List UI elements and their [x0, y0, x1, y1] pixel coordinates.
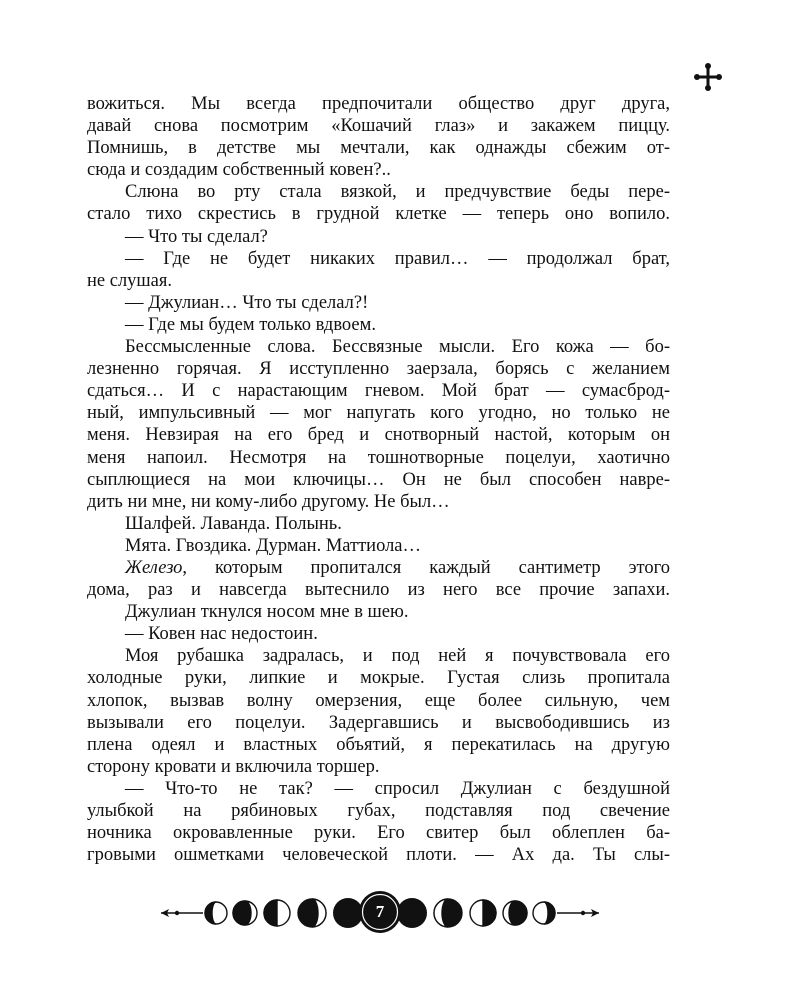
text-line: Мята. Гвоздика. Дурман. Маттиола… [125, 535, 422, 556]
text-line: меня напоил. Несмотря на тошнотворные поцелуи, хаотично [87, 447, 670, 468]
moon-left-1 [205, 902, 227, 924]
text-line: гровыми ошметками человеческой плоти. — Ах да. Ты слы- [87, 845, 670, 866]
text-line: ный, импульсивный — мог напугать кого угодно, но только не [87, 403, 670, 424]
text-line: — Ковен нас недостоин. [125, 624, 318, 645]
moon-right-5 [533, 902, 555, 924]
cross-ornament-icon [693, 62, 723, 92]
text-line: хлопок, вызвав волну омерзения, еще более сильную, чем [87, 690, 670, 711]
text-line: сдаться… И с нарастающим гневом. Мой брат — сумасброд- [87, 381, 670, 402]
text-line: — Где мы будем только вдвоем. [125, 314, 376, 335]
text-line: давай снова посмотрим «Кошачий глаз» и закажем пиццу. [87, 116, 670, 137]
text-line: холодные руки, липкие и мокрые. Густая слизь пропитала [87, 668, 670, 689]
page-number: 7 [375, 902, 385, 921]
text-line: стало тихо скрестись в грудной клетке — теперь оно вопило. [87, 204, 670, 225]
text-line: улыбкой на рябиновых губах, подставляя под свечение [87, 801, 670, 821]
italic-word: Железо [125, 557, 183, 578]
text-line: лезненно горячая. Я исступленно заерзала, борясь с желанием [87, 359, 670, 380]
moon-left-2 [233, 901, 257, 925]
text-line: Бессмысленные слова. Бессвязные мысли. Его кожа — бо- [125, 337, 670, 358]
text-line: сыплющиеся на мои ключицы… Он не был способен навре- [87, 469, 670, 490]
moon-right-3 [470, 900, 496, 926]
moon-right-4 [503, 901, 527, 925]
moon-left-3 [264, 900, 290, 926]
text-line: вожиться. Мы всегда предпочитали общество друг друга, [87, 94, 670, 114]
text-line [87, 557, 670, 579]
text-line: Слюна во рту стала вязкой, и предчувствие беды пере- [125, 182, 670, 203]
text-line: не слушая. [87, 270, 173, 291]
page-number-badge [358, 890, 402, 934]
text-line: Джулиан ткнулся носом мне в шею. [125, 602, 409, 623]
text-line: Шалфей. Лаванда. Полынь. [125, 513, 342, 534]
text-line: вызывали его поцелуи. Задергавшись и высвободившись из [87, 712, 670, 733]
text-fragment: , которым пропитался каждый сантиметр этого [182, 557, 670, 578]
text-line: — Что ты сделал? [125, 226, 268, 247]
text-line: дома, раз и навсегда вытеснило из него все прочие запахи. [87, 580, 670, 601]
body-text [87, 93, 670, 866]
page-footer [155, 884, 605, 942]
text-line: — Что-то не так? — спросил Джулиан с бездушной [125, 778, 670, 799]
text-line: дить ни мне, ни кому-либо другому. Не был… [87, 491, 450, 512]
text-line: сторону кровати и включила торшер. [87, 756, 380, 777]
text-line: Моя рубашка задралась, и под ней я почувствовала его [125, 646, 670, 667]
text-line: — Где не будет никаких правил… — продолжал брат, [125, 248, 670, 269]
text-line: сюда и создадим собственный ковен?.. [87, 160, 391, 181]
text-line: Помнишь, в детстве мы мечтали, как однажды сбежим от- [87, 138, 670, 159]
moon-left-4 [298, 899, 326, 927]
moon-right-2 [434, 899, 462, 927]
text-line: меня. Невзирая на его бред и снотворный настой, которым он [87, 425, 670, 446]
text-line: — Джулиан… Что ты сделал?! [125, 292, 369, 313]
text-line: плена одеял и властных объятий, я перекатилась на другую [87, 734, 670, 755]
text-line: ночника окровавленные руки. Его свитер был облеплен ба- [87, 823, 670, 844]
